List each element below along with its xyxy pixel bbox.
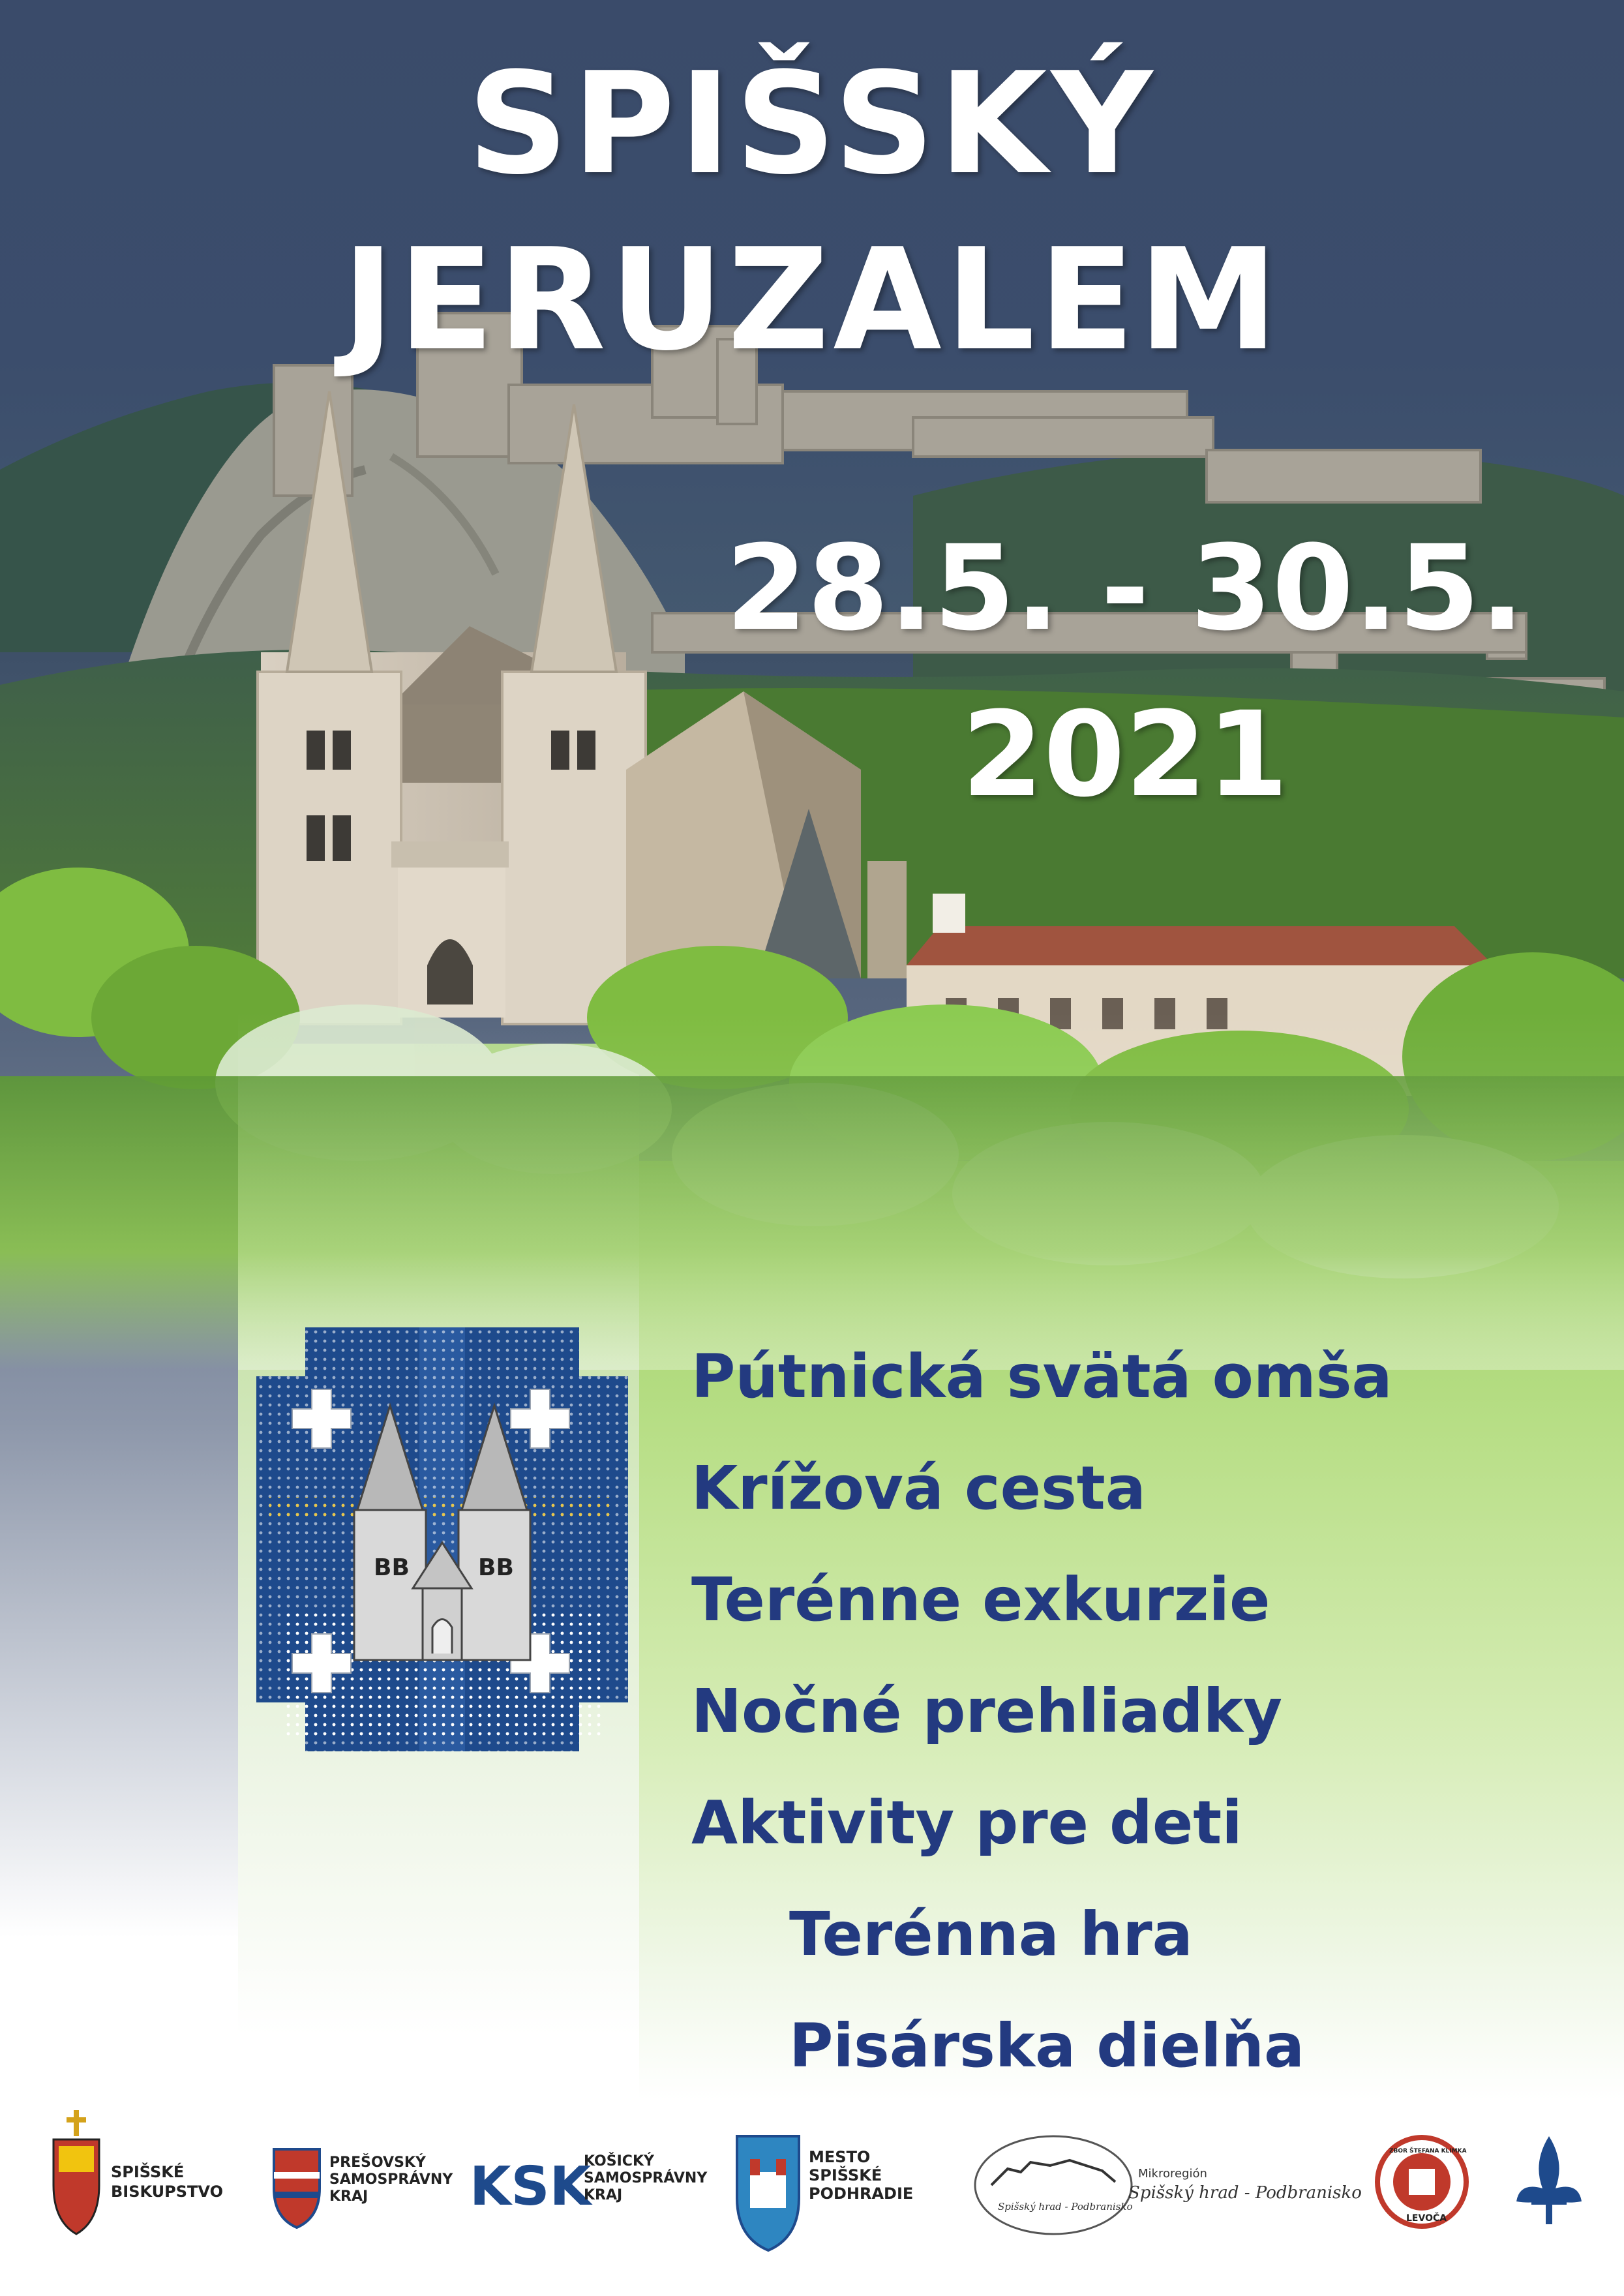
biskupstvo-logo	[53, 2110, 223, 2234]
presovsky-line-3: KRAJ	[329, 2188, 368, 2205]
presovsky-line-1: PREŠOVSKÝ	[329, 2154, 426, 2171]
scout-fleur-de-lis-icon	[1516, 2136, 1582, 2224]
mesto-line-1: MESTO	[809, 2148, 871, 2166]
date-year: 2021	[961, 687, 1289, 823]
kosicky-line-2: SAMOSPRÁVNY	[584, 2170, 708, 2186]
kosicky-line-3: KRAJ	[584, 2187, 623, 2203]
title-line-2: JERUZALEM	[342, 218, 1282, 382]
activity-item: Krížová cesta	[691, 1453, 1146, 1523]
biskupstvo-line-2: BISKUPSTVO	[111, 2183, 223, 2201]
activity-item: Pútnická svätá omša	[691, 1342, 1392, 1412]
presovsky-logo	[274, 2149, 453, 2228]
activity-subitem: Terénna hra	[789, 1899, 1193, 1969]
mikroregion-small-text: Spišský hrad - Podbranisko	[998, 2201, 1133, 2213]
kosicky-line-1: KOŠICKÝ	[584, 2153, 654, 2169]
ksk-mark: KSK	[470, 2156, 592, 2218]
date-range: 28.5. - 30.5.	[725, 521, 1525, 657]
kosicky-logo	[470, 2152, 708, 2218]
mikroregion-name: Spišský hrad - Podbranisko	[1128, 2183, 1362, 2203]
mikroregion-label: Mikroregión	[1138, 2167, 1207, 2181]
activity-item: Aktivity pre deti	[691, 1788, 1242, 1858]
title-line-1: SPIŠSKÝ	[467, 42, 1157, 205]
svg-text:BB: BB	[374, 1554, 410, 1581]
activity-item: Terénne exkurzie	[691, 1565, 1271, 1635]
activity-item: Nočné prehliadky	[691, 1676, 1282, 1746]
event-title	[0, 36, 1624, 388]
event-dates	[652, 506, 1598, 838]
mesto-line-3: PODHRADIE	[809, 2184, 914, 2203]
levoca-scout-badge	[1377, 2137, 1467, 2226]
zbor-text: ZBOR ŠTEFANA KLIMKA	[1389, 2148, 1467, 2154]
presovsky-line-2: SAMOSPRÁVNY	[329, 2171, 453, 2188]
mesto-logo	[737, 2136, 913, 2250]
svg-text:BB: BB	[478, 1554, 514, 1581]
biskupstvo-line-1: SPIŠSKÉ	[111, 2163, 185, 2181]
activity-subitem: Pisárska dielňa	[789, 2011, 1305, 2081]
mikroregion-logo	[975, 2136, 1362, 2234]
partner-logos	[0, 2100, 1624, 2296]
mesto-line-2: SPIŠSKÉ	[809, 2166, 882, 2184]
activity-list	[691, 1321, 1604, 2102]
levoca-text: LEVOČA	[1406, 2213, 1447, 2224]
cathedral-emblem-icon	[256, 1327, 628, 1751]
